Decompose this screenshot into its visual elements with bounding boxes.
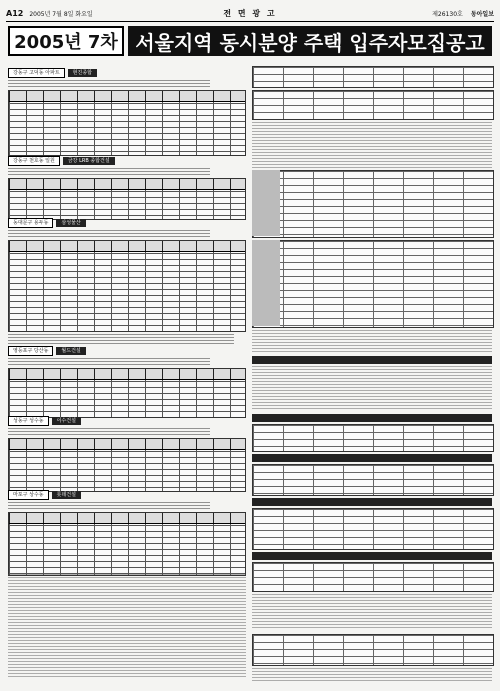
block-location: 강동구 천호동 일원 [8, 156, 60, 166]
listing-block [8, 490, 246, 576]
info-table [252, 634, 494, 666]
section-label: 전 면 광 고 [223, 8, 277, 18]
block-location: 영등포구 당산동 [8, 346, 53, 356]
supply-table [8, 240, 246, 332]
block-builder: 월드건설 [56, 347, 85, 355]
issue-number: 제26130호 [432, 10, 463, 18]
info-table [252, 464, 494, 496]
fine-print [252, 330, 492, 352]
info-table [252, 240, 494, 328]
notice-text [8, 168, 210, 176]
fine-print [252, 668, 492, 682]
fine-print [252, 122, 492, 168]
listing-block [8, 156, 246, 220]
info-table [252, 508, 494, 550]
section-bar [252, 414, 492, 422]
section-bar [252, 454, 492, 462]
notice-text [8, 80, 210, 88]
page-number: A12 [6, 8, 24, 18]
notice-text [8, 428, 210, 436]
block-location: 강동구 고덕동 아파트 [8, 68, 65, 78]
info-table [252, 562, 494, 592]
block-builder: 금강 LRB 종합건설 [63, 157, 115, 165]
block-builder: 현진종합 [68, 69, 97, 77]
round-title: 2005년 7차 [8, 26, 124, 56]
supply-table [8, 178, 246, 220]
section-bar [252, 356, 492, 364]
block-builder: 삼성물산 [56, 219, 85, 227]
supply-table [8, 368, 246, 418]
fine-print [252, 594, 492, 630]
header-rule [6, 21, 494, 22]
section-bar [252, 552, 492, 560]
fine-print [8, 574, 246, 678]
notice-text [8, 230, 210, 238]
notice-text [8, 358, 210, 366]
section-bar [252, 498, 492, 506]
info-table [252, 424, 494, 452]
info-table [252, 90, 494, 120]
newspaper-name: 동아일보 [470, 10, 494, 18]
block-location: 마포구 상수동 [8, 490, 49, 500]
supply-table [8, 512, 246, 576]
block-builder: 롯데건설 [52, 491, 81, 499]
listing-block [8, 68, 246, 156]
listing-block [8, 416, 246, 492]
listing-block [8, 346, 246, 418]
block-location: 동대문구 용두동 [8, 218, 53, 228]
page-header [6, 6, 494, 20]
listing-block [8, 218, 246, 344]
notice-text [8, 334, 234, 344]
info-table [252, 66, 494, 88]
notice-text [8, 502, 210, 510]
headline: 서울지역 동시분양 주택 입주자모집공고 [128, 26, 492, 56]
publication-date: 2005년 7월 8일 화요일 [29, 10, 93, 18]
title-bar [8, 26, 492, 56]
supply-table [8, 438, 246, 492]
block-location: 성동구 성수동 [8, 416, 49, 426]
fine-print [252, 366, 492, 410]
info-table [252, 170, 494, 238]
block-builder: 이수건설 [52, 417, 81, 425]
supply-table [8, 90, 246, 156]
